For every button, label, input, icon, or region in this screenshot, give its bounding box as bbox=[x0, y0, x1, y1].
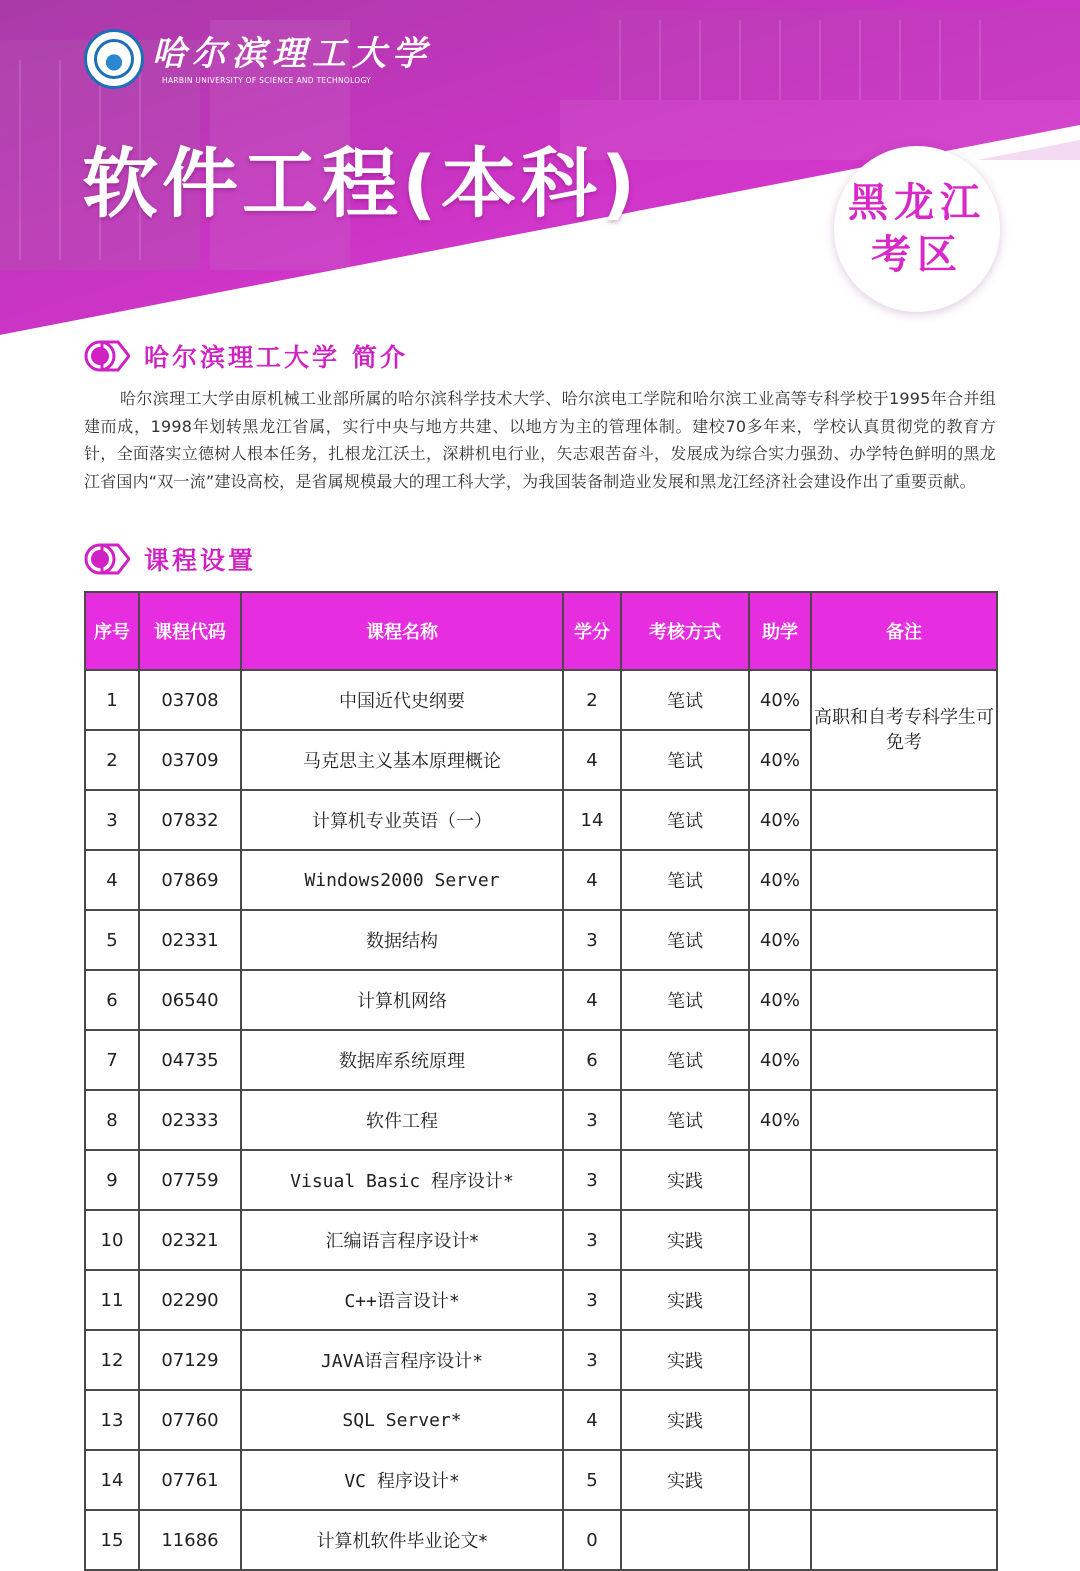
cell-credit: 0 bbox=[563, 1510, 621, 1570]
cell-exam: 笔试 bbox=[621, 730, 749, 790]
table-row bbox=[85, 1210, 997, 1270]
courses-heading bbox=[84, 541, 256, 577]
cell-aid bbox=[749, 1330, 811, 1390]
cell-no: 4 bbox=[85, 850, 139, 910]
cell-code: 07832 bbox=[139, 790, 241, 850]
cell-no: 13 bbox=[85, 1390, 139, 1450]
section-bullet-icon bbox=[84, 340, 130, 372]
cell-credit: 14 bbox=[563, 790, 621, 850]
column-header: 备注 bbox=[811, 592, 997, 670]
table-row bbox=[85, 1450, 997, 1510]
cell-aid bbox=[749, 1150, 811, 1210]
cell-no: 6 bbox=[85, 970, 139, 1030]
cell-name: 计算机网络 bbox=[241, 970, 563, 1030]
cell-exam: 笔试 bbox=[621, 670, 749, 730]
cell-no: 15 bbox=[85, 1510, 139, 1570]
cell-name: 汇编语言程序设计* bbox=[241, 1210, 563, 1270]
cell-credit: 4 bbox=[563, 970, 621, 1030]
cell-remark bbox=[811, 790, 997, 850]
cell-credit: 2 bbox=[563, 670, 621, 730]
cell-credit: 3 bbox=[563, 910, 621, 970]
cell-no: 5 bbox=[85, 910, 139, 970]
cell-remark bbox=[811, 850, 997, 910]
cell-aid: 40% bbox=[749, 910, 811, 970]
table-row bbox=[85, 1030, 997, 1090]
cell-exam: 笔试 bbox=[621, 1090, 749, 1150]
cell-no: 14 bbox=[85, 1450, 139, 1510]
table-row bbox=[85, 970, 997, 1030]
cell-exam: 笔试 bbox=[621, 790, 749, 850]
cell-no: 1 bbox=[85, 670, 139, 730]
cell-name: SQL Server* bbox=[241, 1390, 563, 1450]
cell-credit: 3 bbox=[563, 1210, 621, 1270]
intro-paragraph: 哈尔滨理工大学由原机械工业部所属的哈尔滨科学技术大学、哈尔滨电工学院和哈尔滨工业高等专科学校于1995年合并组建而成，1998年划转黑龙江省属，实行中央与地方共建、以地方为主的管理体制。建校70多年来，学校认真贯彻党的教育方针，全面落实立德树人根本任务，扎根龙江沃土，深耕机电行业，矢志艰苦奋斗，发展成为综合实力强劲、办学特色鲜明的黑龙江省国内“双一流”建设高校，是省属规模最大的理工科大学，为我国装备制造业发展和黑龙江经济社会建设作出了重要贡献。 bbox=[84, 389, 996, 491]
table-row bbox=[85, 910, 997, 970]
cell-credit: 6 bbox=[563, 1030, 621, 1090]
cell-no: 10 bbox=[85, 1210, 139, 1270]
cell-no: 7 bbox=[85, 1030, 139, 1090]
cell-credit: 5 bbox=[563, 1450, 621, 1510]
cell-code: 07869 bbox=[139, 850, 241, 910]
university-name-cn: 哈尔滨理工大学 bbox=[152, 33, 432, 74]
intro-heading bbox=[84, 338, 408, 374]
cell-aid: 40% bbox=[749, 790, 811, 850]
page-title: 软件工程(本科) bbox=[82, 139, 640, 228]
table-row bbox=[85, 850, 997, 910]
cell-no: 2 bbox=[85, 730, 139, 790]
cell-no: 3 bbox=[85, 790, 139, 850]
table-row bbox=[85, 1090, 997, 1150]
cell-name: Windows2000 Server bbox=[241, 850, 563, 910]
cell-credit: 3 bbox=[563, 1150, 621, 1210]
cell-credit: 3 bbox=[563, 1330, 621, 1390]
cell-code: 02290 bbox=[139, 1270, 241, 1330]
cell-exam: 笔试 bbox=[621, 970, 749, 1030]
cell-name: 马克思主义基本原理概论 bbox=[241, 730, 563, 790]
cell-name: VC 程序设计* bbox=[241, 1450, 563, 1510]
cell-code: 07761 bbox=[139, 1450, 241, 1510]
cell-no: 12 bbox=[85, 1330, 139, 1390]
cell-no: 9 bbox=[85, 1150, 139, 1210]
column-header: 序号 bbox=[85, 592, 139, 670]
cell-aid: 40% bbox=[749, 670, 811, 730]
cell-aid: 40% bbox=[749, 1030, 811, 1090]
cell-name: 数据结构 bbox=[241, 910, 563, 970]
cell-code: 03708 bbox=[139, 670, 241, 730]
cell-aid bbox=[749, 1390, 811, 1450]
cell-remark bbox=[811, 910, 997, 970]
cell-credit: 4 bbox=[563, 730, 621, 790]
cell-code: 02321 bbox=[139, 1210, 241, 1270]
cell-aid bbox=[749, 1510, 811, 1570]
intro-heading-part1: 哈尔滨理工大学 bbox=[144, 343, 341, 372]
table-row bbox=[85, 1270, 997, 1330]
cell-exam: 实践 bbox=[621, 1390, 749, 1450]
cell-name: 计算机软件毕业论文* bbox=[241, 1510, 563, 1570]
university-logo bbox=[84, 29, 432, 89]
cell-code: 11686 bbox=[139, 1510, 241, 1570]
cell-credit: 4 bbox=[563, 850, 621, 910]
cell-remark bbox=[811, 970, 997, 1030]
cell-exam bbox=[621, 1510, 749, 1570]
column-header: 学分 bbox=[563, 592, 621, 670]
table-row bbox=[85, 1330, 997, 1390]
university-name-en: HARBIN UNIVERSITY OF SCIENCE AND TECHNOLOGY bbox=[162, 75, 372, 85]
cell-remark bbox=[811, 1330, 997, 1390]
cell-remark bbox=[811, 1270, 997, 1330]
cell-exam: 笔试 bbox=[621, 910, 749, 970]
region-badge-line2: 考区 bbox=[871, 232, 963, 278]
cell-aid: 40% bbox=[749, 730, 811, 790]
cell-code: 02331 bbox=[139, 910, 241, 970]
column-header: 助学 bbox=[749, 592, 811, 670]
cell-code: 07129 bbox=[139, 1330, 241, 1390]
cell-code: 07759 bbox=[139, 1150, 241, 1210]
cell-aid: 40% bbox=[749, 970, 811, 1030]
cell-exam: 实践 bbox=[621, 1330, 749, 1390]
intro-heading-part2: 简介 bbox=[352, 343, 409, 372]
cell-name: 计算机专业英语（一） bbox=[241, 790, 563, 850]
cell-code: 02333 bbox=[139, 1090, 241, 1150]
cell-code: 04735 bbox=[139, 1030, 241, 1090]
cell-name: C++语言设计* bbox=[241, 1270, 563, 1330]
cell-name: 数据库系统原理 bbox=[241, 1030, 563, 1090]
cell-credit: 3 bbox=[563, 1270, 621, 1330]
cell-aid: 40% bbox=[749, 1090, 811, 1150]
cell-name: JAVA语言程序设计* bbox=[241, 1330, 563, 1390]
cell-name: 软件工程 bbox=[241, 1090, 563, 1150]
section-bullet-icon bbox=[84, 543, 130, 575]
table-row bbox=[85, 1150, 997, 1210]
table-header-row bbox=[85, 592, 997, 670]
region-badge-line1: 黑龙江 bbox=[848, 180, 986, 226]
cell-aid bbox=[749, 1450, 811, 1510]
cell-name: Visual Basic 程序设计* bbox=[241, 1150, 563, 1210]
course-table bbox=[84, 591, 998, 1571]
cell-remark bbox=[811, 1510, 997, 1570]
cell-exam: 实践 bbox=[621, 1270, 749, 1330]
cell-code: 07760 bbox=[139, 1390, 241, 1450]
cell-exam: 实践 bbox=[621, 1450, 749, 1510]
table-row bbox=[85, 1390, 997, 1450]
cell-remark bbox=[811, 1210, 997, 1270]
cell-name: 中国近代史纲要 bbox=[241, 670, 563, 730]
cell-exam: 笔试 bbox=[621, 850, 749, 910]
cell-aid bbox=[749, 1270, 811, 1330]
region-badge bbox=[834, 146, 1000, 312]
cell-exam: 笔试 bbox=[621, 1030, 749, 1090]
column-header: 考核方式 bbox=[621, 592, 749, 670]
cell-remark bbox=[811, 1090, 997, 1150]
cell-exam: 实践 bbox=[621, 1210, 749, 1270]
cell-remark bbox=[811, 1450, 997, 1510]
courses-heading-label: 课程设置 bbox=[144, 546, 257, 575]
cell-credit: 3 bbox=[563, 1090, 621, 1150]
cell-aid: 40% bbox=[749, 850, 811, 910]
table-row bbox=[85, 790, 997, 850]
cell-remark bbox=[811, 1030, 997, 1090]
cell-code: 03709 bbox=[139, 730, 241, 790]
cell-remark bbox=[811, 1150, 997, 1210]
column-header: 课程代码 bbox=[139, 592, 241, 670]
cell-no: 11 bbox=[85, 1270, 139, 1330]
table-row bbox=[85, 1510, 997, 1570]
table-row bbox=[85, 670, 997, 730]
cell-code: 06540 bbox=[139, 970, 241, 1030]
cell-exam: 实践 bbox=[621, 1150, 749, 1210]
cell-credit: 4 bbox=[563, 1390, 621, 1450]
university-seal-icon bbox=[84, 29, 144, 89]
cell-aid bbox=[749, 1210, 811, 1270]
cell-no: 8 bbox=[85, 1090, 139, 1150]
cell-remark-merged: 高职和自考专科学生可免考 bbox=[811, 670, 997, 790]
cell-remark bbox=[811, 1390, 997, 1450]
header-banner bbox=[0, 0, 1080, 335]
column-header: 课程名称 bbox=[241, 592, 563, 670]
